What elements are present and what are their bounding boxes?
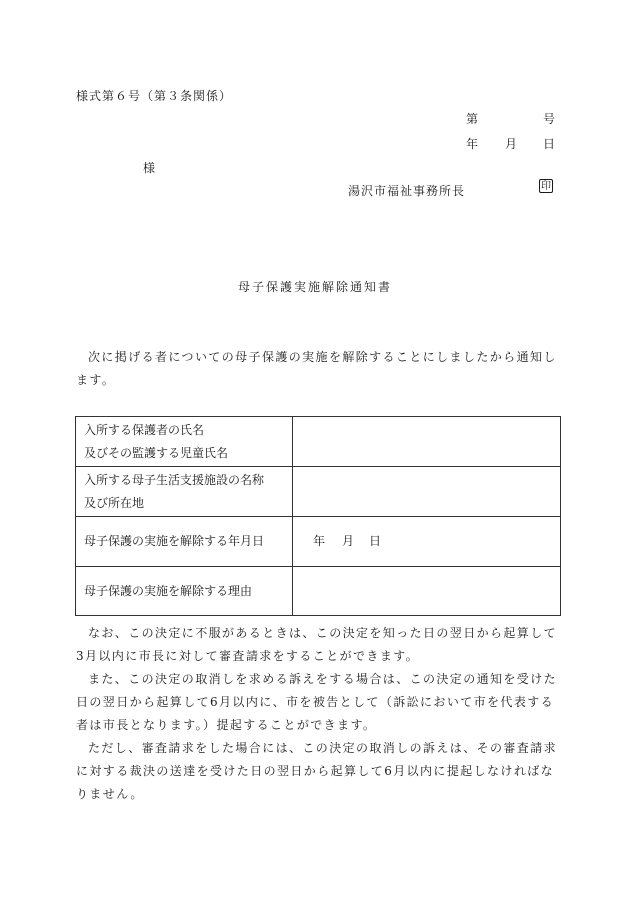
release-reason-field[interactable]: [293, 567, 561, 616]
release-reason-label: 母子保護の実施を解除する理由: [76, 567, 293, 616]
document-number-suffix: 号: [543, 112, 556, 126]
release-date-field[interactable]: [293, 517, 561, 567]
details-table: [75, 416, 561, 616]
guardian-name-field[interactable]: [293, 417, 561, 467]
appeal-note-3: ただし、審査請求をした場合には、この決定の取消しの訴えは、その審査請求に対する裁決の送達を受けた日の翌日から起算して6月以内に提起しなければなりません。: [76, 741, 558, 801]
table-row: [76, 467, 561, 517]
facility-label-line2: 及び所在地: [84, 495, 145, 510]
document-number-prefix: 第: [466, 112, 479, 126]
facility-label: [76, 467, 293, 517]
table-row: [76, 517, 561, 567]
release-date-month: 月: [342, 534, 355, 548]
appeal-note-2: また、この決定の取消しを求める訴えをする場合は、この決定の通知を受けた日の翌日から起算して6月以内に、市を被告として（訴訟において市を代表する者は市長となります。）提起することができます。: [76, 672, 558, 732]
guardian-name-label-line1: 入所する保護者の氏名: [84, 422, 205, 437]
release-date-day: 日: [369, 534, 382, 548]
intro-paragraph: 次に掲げる者についての母子保護の実施を解除することにしましたから通知します。: [76, 350, 557, 387]
issuer-name: 湯沢市福祉事務所長: [348, 184, 466, 198]
document-title: 母子保護実施解除通知書: [237, 280, 392, 294]
guardian-name-label: [76, 417, 293, 467]
table-row: [76, 567, 561, 616]
form-number: 様式第６号（第３条関係）: [76, 89, 233, 103]
issue-date-year: 年: [466, 137, 479, 151]
issue-date-month: 月: [505, 137, 518, 151]
appeal-notes: [76, 622, 562, 806]
appeal-note-1: なお、この決定に不服があるときは、この決定を知った日の翌日から起算して3月以内に市長に対して審査請求をすることができます。: [76, 626, 558, 663]
release-date-label: 母子保護の実施を解除する年月日: [76, 517, 293, 567]
guardian-name-label-line2: 及びその監護する児童氏名: [84, 445, 229, 460]
addressee-honorific: 様: [143, 161, 156, 175]
facility-field[interactable]: [293, 467, 561, 517]
seal-stamp-icon: 印: [541, 181, 551, 192]
issue-date-day: 日: [543, 137, 556, 151]
table-row: [76, 417, 561, 467]
release-date-year: 年: [313, 534, 326, 548]
facility-label-line1: 入所する母子生活支援施設の名称: [84, 472, 265, 487]
